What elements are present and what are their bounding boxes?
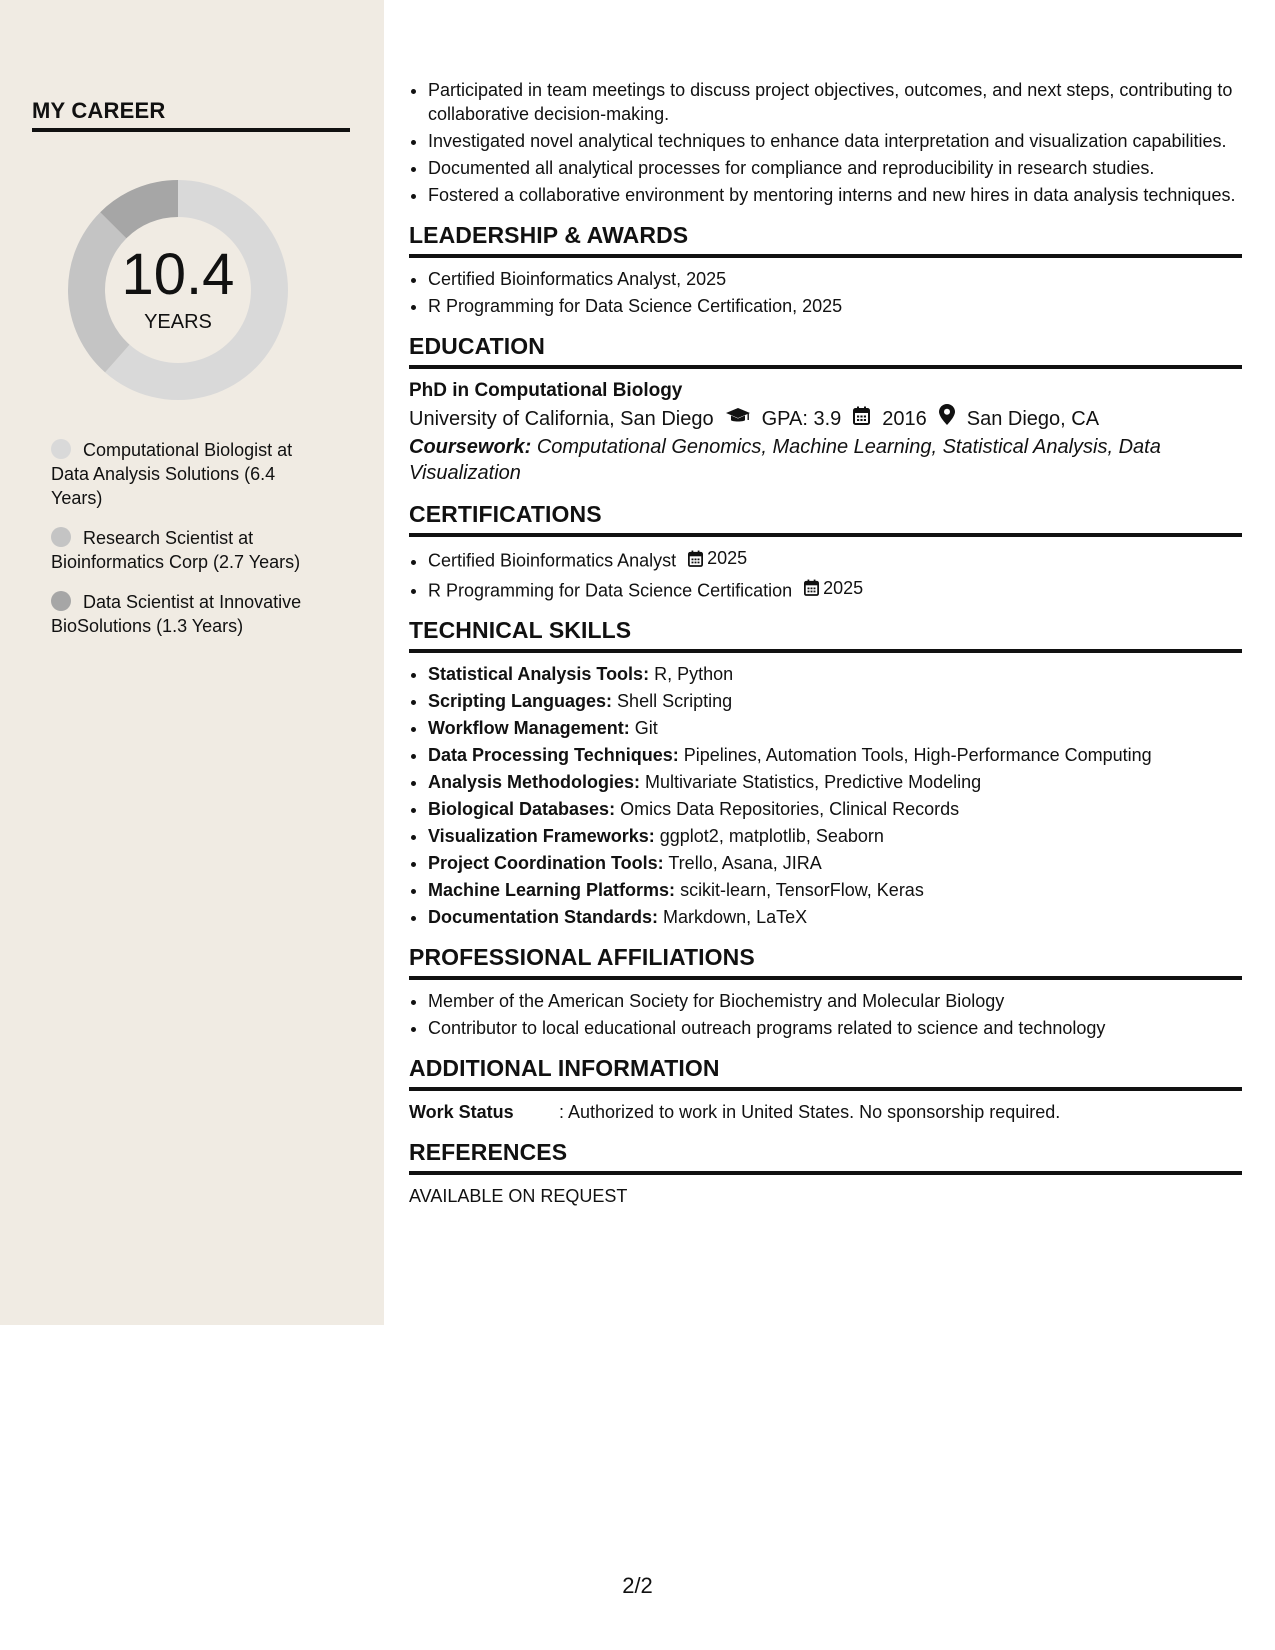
list-item: • Certified Bioinformatics Analyst, 2025 xyxy=(428,267,1242,291)
list-item xyxy=(428,716,1242,740)
skill-label: Scripting Languages: xyxy=(428,691,613,711)
skill-value: R, Python xyxy=(654,664,734,684)
skill-label: Data Processing Techniques: xyxy=(428,745,679,765)
legend-item xyxy=(51,438,321,510)
list-item xyxy=(428,851,1242,875)
skill-value: Git xyxy=(634,718,658,738)
list-item: • Documented all analytical processes for compliance and reproducibility in research studies. xyxy=(428,156,1242,180)
list-item xyxy=(428,576,1242,603)
section-title-references: REFERENCES xyxy=(409,1137,1242,1175)
section-title-additional: ADDITIONAL INFORMATION xyxy=(409,1053,1242,1091)
list-item: • Participated in team meetings to discuss project objectives, outcomes, and next steps, contributing to collaborative decision-making. xyxy=(428,78,1242,126)
graduation-year: 2016 xyxy=(882,408,927,430)
skill-label: Statistical Analysis Tools: xyxy=(428,664,650,684)
list-item xyxy=(428,905,1242,929)
skill-label: Machine Learning Platforms: xyxy=(428,880,676,900)
work-status-value: : Authorized to work in United States. No sponsorship required. xyxy=(559,1102,1061,1122)
graduation-cap-icon xyxy=(726,404,750,434)
skills-list xyxy=(409,662,1242,929)
legend-item xyxy=(51,526,321,574)
degree-title: PhD in Computational Biology xyxy=(409,380,683,401)
calendar-icon xyxy=(804,579,819,596)
gpa: GPA: 3.9 xyxy=(761,408,842,430)
list-item xyxy=(428,770,1242,794)
list-item xyxy=(428,797,1242,821)
legend-label: Research Scientist at Bioinformatics Corp (2.7 Years) xyxy=(51,528,301,572)
cert-name: R Programming for Data Science Certification xyxy=(428,580,793,600)
cert-name: Certified Bioinformatics Analyst xyxy=(428,550,677,571)
total-years-unit: YEARS xyxy=(144,311,212,333)
main-content xyxy=(409,78,1242,1208)
experience-bullets xyxy=(409,78,1242,207)
skill-value: Markdown, LaTeX xyxy=(663,907,808,927)
work-status-row xyxy=(409,1100,1242,1124)
school-location: San Diego, CA xyxy=(966,408,1100,430)
list-item: • Fostered a collaborative environment by mentoring interns and new hires in data analysis techniques. xyxy=(428,183,1242,207)
skill-label: Visualization Frameworks: xyxy=(428,826,655,846)
skill-label: Analysis Methodologies: xyxy=(428,772,641,792)
skill-label: Documentation Standards: xyxy=(428,907,659,927)
legend-dot-icon xyxy=(51,439,71,459)
coursework xyxy=(409,434,1242,486)
list-item xyxy=(428,546,1242,573)
calendar-icon xyxy=(688,550,703,567)
section-title-affiliations: PROFESSIONAL AFFILIATIONS xyxy=(409,942,1242,980)
legend-dot-icon xyxy=(51,591,71,611)
career-title: MY CAREER xyxy=(32,98,350,132)
skill-value: Pipelines, Automation Tools, High-Performance Computing xyxy=(683,745,1152,765)
legend-label: Data Scientist at Innovative BioSolutions (1.3 Years) xyxy=(51,592,302,636)
cert-year: 2025 xyxy=(823,577,864,598)
skill-value: Omics Data Repositories, Clinical Records xyxy=(620,799,960,819)
references-text: AVAILABLE ON REQUEST xyxy=(409,1186,628,1206)
total-years-value: 10.4 xyxy=(121,242,235,307)
legend-label: Computational Biologist at Data Analysis Solutions (6.4 Years) xyxy=(51,440,293,508)
skill-value: Trello, Asana, JIRA xyxy=(668,853,822,873)
list-item xyxy=(428,824,1242,848)
education-details xyxy=(409,404,1242,434)
list-item xyxy=(428,743,1242,767)
career-donut-chart xyxy=(64,176,292,404)
list-item: • Investigated novel analytical techniques to enhance data interpretation and visualization capabilities. xyxy=(428,129,1242,153)
school-name: University of California, San Diego xyxy=(409,408,714,430)
skill-label: Workflow Management: xyxy=(428,718,630,738)
section-title-leadership: LEADERSHIP & AWARDS xyxy=(409,220,1242,258)
list-item xyxy=(428,878,1242,902)
affiliations-list xyxy=(409,989,1242,1040)
coursework-list: Computational Genomics, Machine Learning, Statistical Analysis, Data Visualization xyxy=(409,436,1161,484)
legend-dot-icon xyxy=(51,527,71,547)
list-item xyxy=(428,662,1242,686)
location-pin-icon xyxy=(939,404,955,434)
leadership-list xyxy=(409,267,1242,318)
section-title-certifications: CERTIFICATIONS xyxy=(409,499,1242,537)
skill-value: Shell Scripting xyxy=(617,691,733,711)
calendar-icon xyxy=(853,404,870,434)
list-item: • Member of the American Society for Biochemistry and Molecular Biology xyxy=(428,989,1242,1013)
skill-value: ggplot2, matplotlib, Seaborn xyxy=(659,826,884,846)
legend-item xyxy=(51,590,321,638)
skill-label: Project Coordination Tools: xyxy=(428,853,664,873)
certifications-list xyxy=(409,546,1242,602)
skill-value: Multivariate Statistics, Predictive Modeling xyxy=(645,772,982,792)
sidebar xyxy=(0,0,384,1325)
section-title-education: EDUCATION xyxy=(409,331,1242,369)
list-item xyxy=(428,689,1242,713)
list-item: • Contributor to local educational outreach programs related to science and technology xyxy=(428,1016,1242,1040)
section-title-skills: TECHNICAL SKILLS xyxy=(409,615,1242,653)
list-item: • R Programming for Data Science Certification, 2025 xyxy=(428,294,1242,318)
cert-year: 2025 xyxy=(707,548,748,568)
coursework-label: Coursework: xyxy=(409,436,532,458)
skill-label: Biological Databases: xyxy=(428,799,616,819)
skill-value: scikit-learn, TensorFlow, Keras xyxy=(680,880,924,900)
page-number: 2/2 xyxy=(622,1573,653,1598)
work-status-label: Work Status xyxy=(409,1102,514,1122)
career-legend xyxy=(51,438,321,654)
